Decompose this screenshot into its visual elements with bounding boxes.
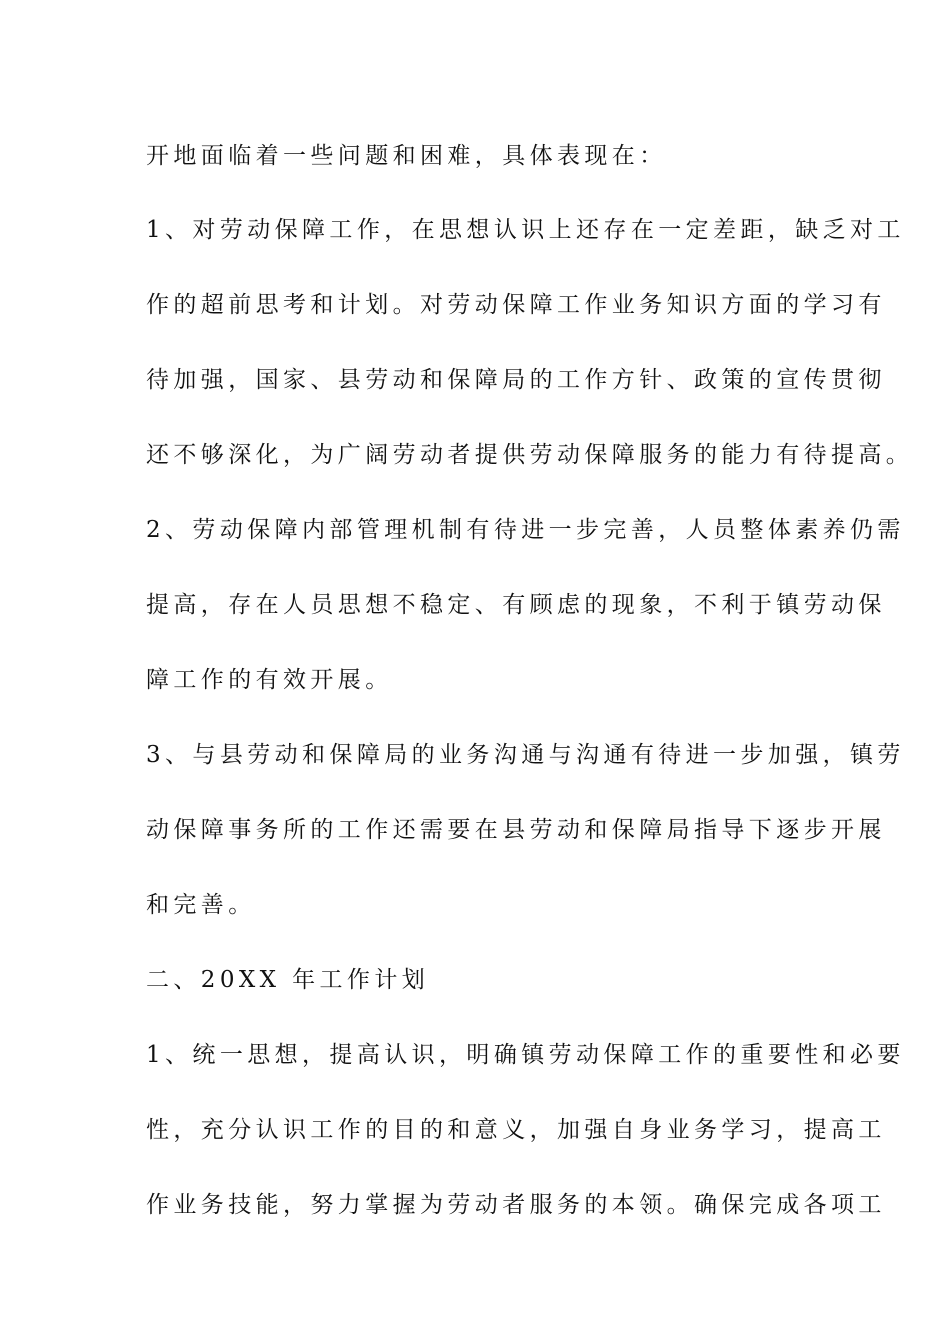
paragraph-line: 1、对劳动保障工作，在思想认识上还存在一定差距，缺乏对工 bbox=[146, 217, 905, 243]
paragraph-line: 3、与县劳动和保障局的业务沟通与沟通有待进一步加强，镇劳 bbox=[146, 742, 905, 768]
paragraph-line: 还不够深化，为广阔劳动者提供劳动保障服务的能力有待提高。 bbox=[146, 442, 914, 468]
section-heading: 二、20XX 年工作计划 bbox=[146, 967, 430, 993]
paragraph-line: 动保障事务所的工作还需要在县劳动和保障局指导下逐步开展 bbox=[146, 817, 886, 843]
paragraph-line: 和完善。 bbox=[146, 892, 256, 918]
paragraph-line: 作的超前思考和计划。对劳动保障工作业务知识方面的学习有 bbox=[146, 292, 886, 318]
paragraph-line: 开地面临着一些问题和困难，具体表现在： bbox=[146, 143, 667, 169]
paragraph-line: 障工作的有效开展。 bbox=[146, 667, 393, 693]
paragraph-line: 作业务技能，努力掌握为劳动者服务的本领。确保完成各项工 bbox=[146, 1192, 886, 1218]
paragraph-line: 性，充分认识工作的目的和意义，加强自身业务学习，提高工 bbox=[146, 1117, 886, 1143]
paragraph-line: 1、统一思想，提高认识，明确镇劳动保障工作的重要性和必要 bbox=[146, 1042, 905, 1068]
paragraph-line: 2、劳动保障内部管理机制有待进一步完善，人员整体素养仍需 bbox=[146, 517, 905, 543]
paragraph-line: 提高，存在人员思想不稳定、有顾虑的现象，不利于镇劳动保 bbox=[146, 592, 886, 618]
paragraph-line: 待加强，国家、县劳动和保障局的工作方针、政策的宣传贯彻 bbox=[146, 367, 886, 393]
